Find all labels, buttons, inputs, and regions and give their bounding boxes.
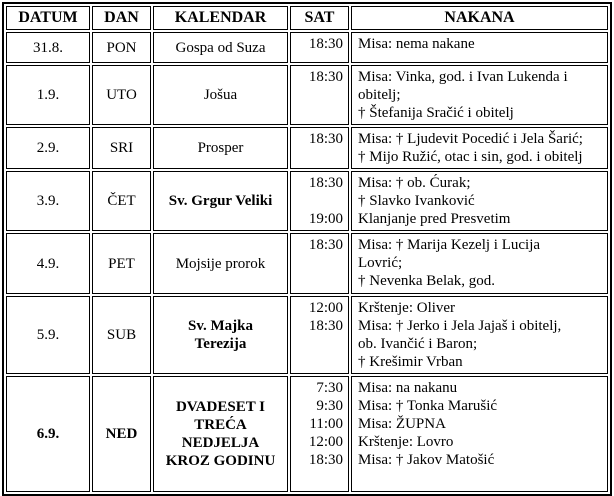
table-row (6, 296, 608, 374)
cell-line: Gospa od Suza (175, 39, 266, 56)
cell-line: † Nevenka Belak, god. (358, 273, 496, 289)
cell-line: 18:30 (308, 237, 343, 253)
cell-line: Sv. Majka (187, 318, 253, 334)
cell-line: NEDJELJA (181, 435, 260, 451)
date-cell: 2.9. (6, 127, 90, 169)
cell-line: Misa: † Tonka Marušić (358, 398, 498, 414)
day-cell: ČET (92, 171, 151, 231)
date-cell: 5.9. (6, 296, 90, 374)
date-cell: 1.9. (6, 65, 90, 125)
calendar-cell (153, 233, 288, 294)
mass-schedule-table (2, 2, 612, 496)
cell-line: † Mijo Ružić, otac i sin, god. i obitelj (358, 149, 583, 165)
cell-line: † Krešimir Vrban (358, 354, 463, 370)
cell-line: 7:30 (316, 380, 343, 396)
cell-line: 9:30 (316, 398, 343, 414)
intention-cell (351, 233, 608, 294)
table-row (6, 32, 608, 63)
day-cell: PET (92, 233, 151, 294)
table-row (6, 376, 608, 492)
cell-line: † Slavko Ivanković (358, 193, 475, 209)
intention-cell (351, 171, 608, 231)
day-cell: SUB (92, 296, 151, 374)
table-row (6, 233, 608, 294)
cell-line: KROZ GODINU (165, 453, 276, 469)
calendar-cell (153, 376, 288, 492)
cell-line: Misa: † Ljudevit Pocedić i Jela Šarić; (358, 131, 583, 147)
cell-line: Lovrić; (358, 255, 403, 271)
cell-line: ob. Ivančić i Baron; (358, 336, 478, 352)
cell-line: Sv. Grgur Veliki (168, 193, 273, 209)
col-header-nakana: NAKANA (351, 6, 608, 30)
cell-line: obitelj; (358, 87, 401, 103)
cell-line: 18:30 (308, 36, 343, 52)
cell-line: DVADESET I (175, 399, 266, 415)
cell-line: 18:30 (308, 318, 343, 334)
cell-line: Misa: † Jerko i Jela Jajaš i obitelj, (358, 318, 562, 334)
cell-line: Misa: † ob. Ćurak; (358, 175, 471, 191)
intention-cell (351, 127, 608, 169)
col-header-sat: SAT (290, 6, 349, 30)
cell-line: Terezija (194, 336, 247, 352)
calendar-cell (153, 296, 288, 374)
intention-cell (351, 296, 608, 374)
cell-line: Mojsije prorok (175, 255, 266, 272)
day-cell: SRI (92, 127, 151, 169)
day-cell: PON (92, 32, 151, 63)
cell-line: 12:00 (308, 300, 343, 316)
date-cell: 3.9. (6, 171, 90, 231)
time-cell (290, 171, 349, 231)
time-cell (290, 32, 349, 63)
cell-line: 18:30 (308, 69, 343, 85)
time-cell (290, 296, 349, 374)
header-row (6, 6, 608, 30)
cell-line: Misa: nema nakane (358, 36, 475, 52)
cell-line: 19:00 (308, 211, 343, 227)
cell-line: Prosper (197, 140, 244, 156)
calendar-cell (153, 127, 288, 169)
date-cell: 4.9. (6, 233, 90, 294)
table-row (6, 171, 608, 231)
time-cell (290, 65, 349, 125)
cell-line: 12:00 (308, 434, 343, 450)
date-cell: 31.8. (6, 32, 90, 63)
calendar-cell (153, 171, 288, 231)
cell-line: TREĆA (194, 417, 247, 433)
cell-line: Misa: na nakanu (358, 380, 458, 396)
cell-line: 18:30 (308, 175, 343, 191)
cell-line: Misa: ŽUPNA (358, 416, 446, 432)
cell-line: Misa: † Marija Kezelj i Lucija (358, 237, 541, 253)
cell-line: Krštenje: Oliver (358, 300, 456, 316)
cell-line: 18:30 (308, 452, 343, 468)
col-header-kalendar: KALENDAR (153, 6, 288, 30)
time-cell (290, 376, 349, 492)
cell-line: Klanjanje pred Presvetim (358, 211, 511, 227)
time-cell (290, 127, 349, 169)
table-row (6, 127, 608, 169)
intention-cell (351, 32, 608, 63)
cell-line: Misa: Vinka, god. i Ivan Lukenda i (358, 69, 568, 85)
col-header-dan: DAN (92, 6, 151, 30)
time-cell (290, 233, 349, 294)
intention-cell (351, 65, 608, 125)
cell-line: 11:00 (309, 416, 343, 432)
cell-line (295, 192, 343, 210)
day-cell: NED (92, 376, 151, 492)
cell-line: Jošua (203, 87, 238, 103)
cell-line: Misa: † Jakov Matošić (358, 452, 495, 468)
day-cell: UTO (92, 65, 151, 125)
cell-line: † Štefanija Sračić i obitelj (358, 105, 514, 121)
calendar-cell (153, 65, 288, 125)
table-body (6, 32, 608, 492)
intention-cell (351, 376, 608, 492)
calendar-cell (153, 32, 288, 63)
cell-line: Krštenje: Lovro (358, 434, 454, 450)
col-header-datum: DATUM (6, 6, 90, 30)
table-row (6, 65, 608, 125)
cell-line: 18:30 (308, 131, 343, 147)
date-cell: 6.9. (6, 376, 90, 492)
